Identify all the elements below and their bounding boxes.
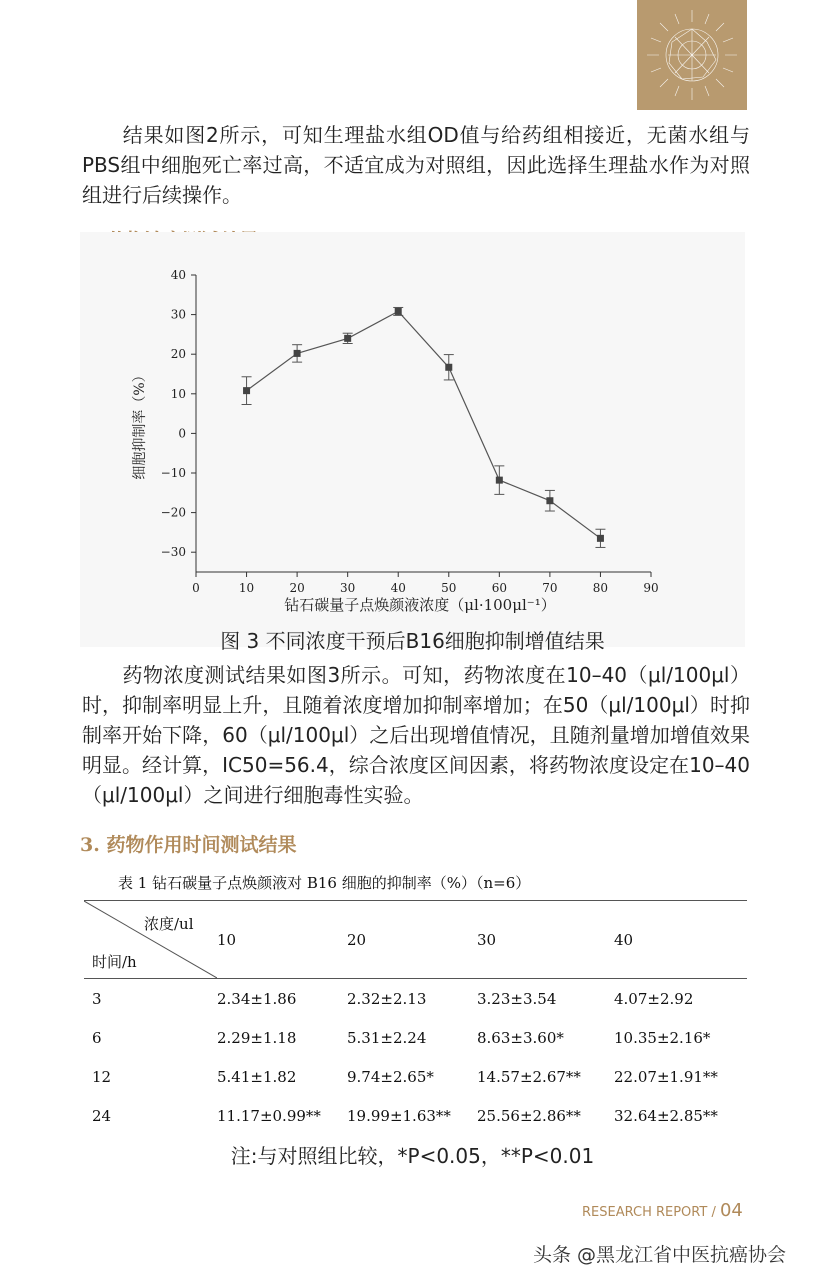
table-cell: 11.17±0.99**	[217, 1106, 321, 1125]
data-point	[445, 364, 452, 371]
y-tick-label: −10	[160, 466, 186, 480]
x-tick-label: 60	[491, 581, 507, 595]
table-cell: 4.07±2.92	[614, 989, 694, 1008]
table-cell: 5.41±1.82	[217, 1067, 297, 1086]
table-cell: 5.31±2.24	[347, 1028, 427, 1047]
diamond-logo-icon	[637, 0, 747, 110]
chart-svg	[80, 232, 745, 625]
x-ticks	[192, 572, 658, 595]
figure-caption: 图 3 不同浓度干预后B16细胞抑制增值结果	[220, 629, 605, 653]
data-point	[597, 535, 604, 542]
column-header: 20	[347, 901, 477, 979]
paragraph-results-fig2: 结果如图2所示，可知生理盐水组OD值与给药组相接近，无菌水组与PBS组中细胞死亡率过高，不适宜成为对照组，因此选择生理盐水作为对照组进行后续操作。	[82, 123, 750, 207]
data-point	[395, 308, 402, 315]
x-tick-label: 50	[441, 581, 457, 595]
table-title: 表 1 钻石碳量子点焕颜液对 B16 细胞的抑制率（%）（n=6）	[118, 874, 531, 892]
data-point	[294, 350, 301, 357]
table-cell: 2.34±1.86	[217, 989, 297, 1008]
watermark: 头条 @黑龙江省中医抗癌协会	[533, 1244, 787, 1266]
table-row	[84, 1096, 747, 1135]
column-header: 30	[477, 901, 614, 979]
table-header-row	[84, 901, 747, 979]
report-footer	[582, 1200, 743, 1221]
table-cell: 3.23±3.54	[477, 989, 557, 1008]
logo	[637, 0, 747, 110]
row-time: 3	[92, 989, 102, 1008]
x-tick-label: 20	[289, 581, 305, 595]
y-tick-label: 30	[170, 307, 186, 322]
table-corner-cell	[84, 901, 217, 979]
table-row	[84, 979, 747, 1019]
x-tick-label: 70	[542, 581, 558, 595]
x-tick-label: 40	[390, 581, 406, 595]
y-ticks	[161, 268, 196, 559]
report-label-text: RESEARCH REPORT /	[582, 1205, 720, 1220]
line-chart	[80, 232, 745, 647]
column-header: 10	[217, 901, 347, 979]
table-cell: 10.35±2.16*	[614, 1028, 711, 1047]
table-cell: 22.07±1.91**	[614, 1067, 718, 1086]
table-footnote: 注:与对照组比较，*P<0.05，**P<0.01	[230, 1144, 595, 1168]
x-tick-label: 30	[340, 581, 356, 595]
inhibition-table	[84, 900, 747, 1135]
x-tick-label: 10	[238, 581, 255, 595]
row-time: 24	[92, 1106, 112, 1125]
table-cell: 9.74±2.65*	[347, 1067, 434, 1086]
table-cell: 8.63±3.60*	[477, 1028, 564, 1047]
y-tick-label: −30	[160, 545, 186, 560]
y-tick-label: −20	[160, 505, 186, 520]
chart-axes	[196, 275, 651, 572]
y-tick-label: 0	[178, 426, 186, 441]
x-axis-label: 钻石碳量子点焕颜液浓度（μl·100μl⁻¹）	[284, 596, 556, 614]
page-number: 04	[719, 1200, 743, 1221]
x-tick-label: 90	[643, 581, 659, 595]
row-time: 6	[92, 1028, 102, 1047]
table-cell: 32.64±2.85**	[614, 1106, 718, 1125]
column-header: 40	[614, 901, 747, 979]
data-point	[546, 497, 553, 504]
y-tick-label: 10	[170, 386, 186, 401]
data-point	[344, 335, 351, 342]
series-line	[247, 311, 601, 538]
data-point	[243, 387, 250, 394]
table-cell: 2.29±1.18	[217, 1028, 297, 1047]
corner-time-label: 时间/h	[92, 953, 137, 971]
error-bars	[242, 307, 606, 547]
x-tick-label: 0	[192, 581, 200, 595]
corner-concentration-label: 浓度/ul	[144, 915, 194, 933]
y-tick-label: 20	[170, 347, 186, 362]
y-axis-label: 细胞抑制率（%）	[132, 368, 148, 480]
table-cell: 19.99±1.63**	[347, 1106, 451, 1125]
table-cell: 25.56±2.86**	[477, 1106, 581, 1125]
table-row	[84, 1057, 747, 1096]
table-row	[84, 1018, 747, 1057]
row-time: 12	[92, 1067, 112, 1086]
section-title-duration: 3. 药物作用时间测试结果	[80, 834, 297, 856]
x-tick-label: 80	[592, 581, 609, 595]
data-point	[496, 477, 503, 484]
table-cell: 14.57±2.67**	[477, 1067, 581, 1086]
y-tick-label: 40	[170, 268, 186, 282]
paragraph-concentration-results: 药物浓度测试结果如图3所示。可知，药物浓度在10–40（μl/100μl）时，抑制率明显上升，且随着浓度增加抑制率增加；在50（μl/100μl）时抑制率开始下降，60（μl/100μl）之后出现增值情况，且随剂量增加增值效果明显。经计算，IC50=56.4，综合浓度区间因素，将药物浓度设定在10–40（μl/100μl）之间进行细胞毒性实验。	[82, 663, 750, 807]
table-cell: 2.32±2.13	[347, 989, 427, 1008]
